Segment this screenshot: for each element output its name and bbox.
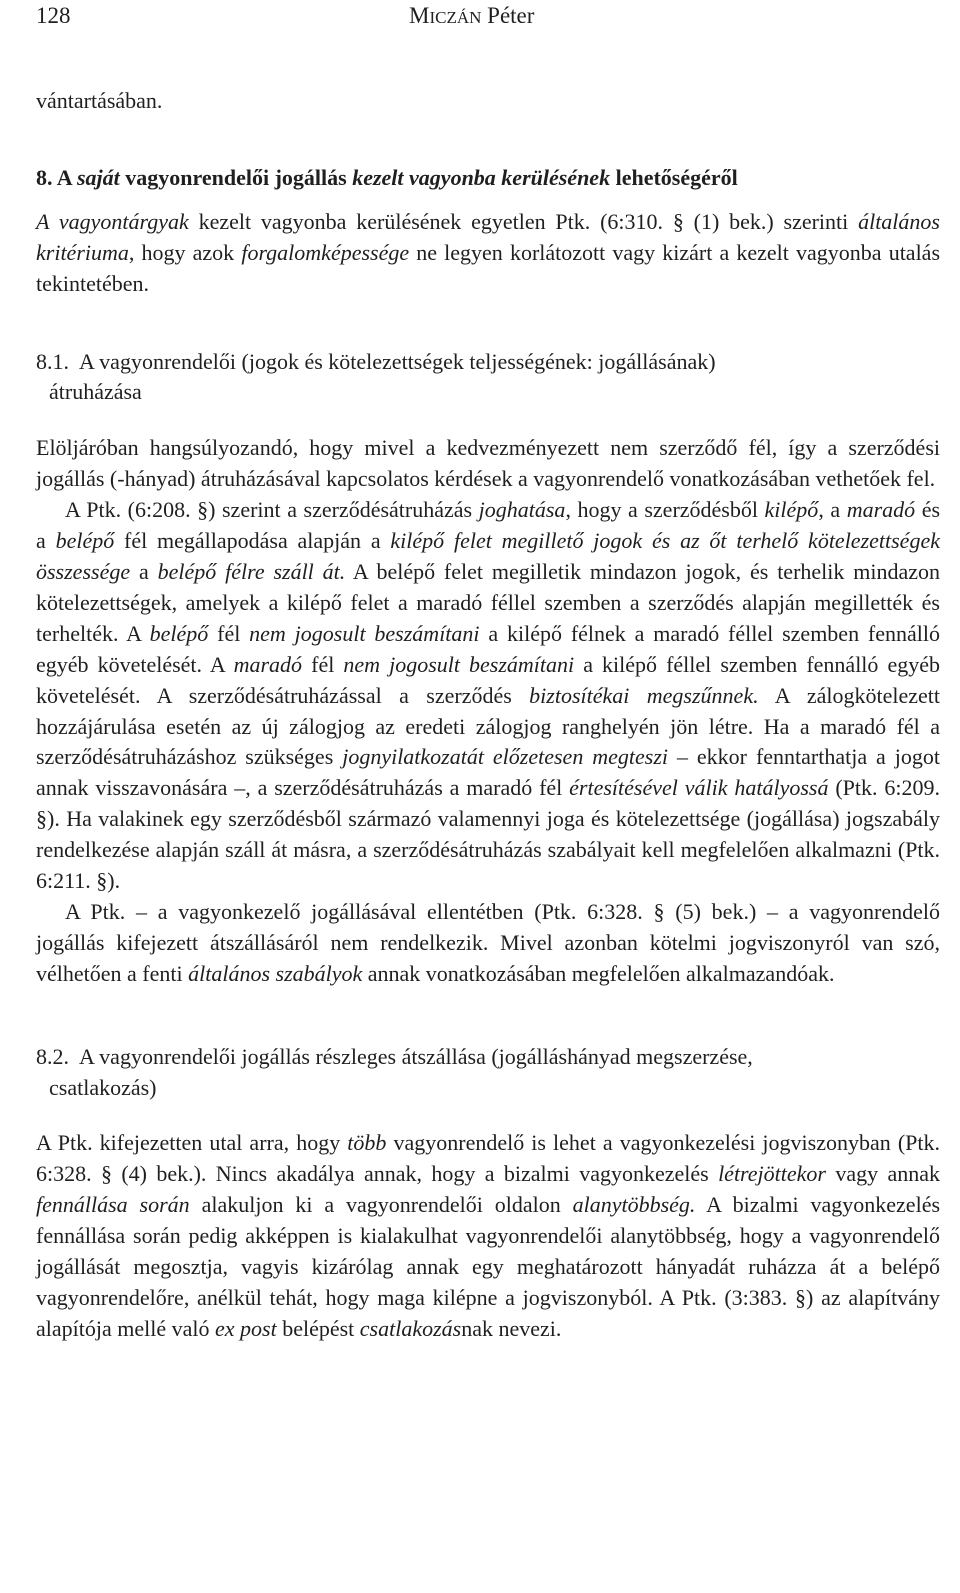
section-8-1-number: 8.1.: [36, 348, 69, 374]
section-8-heading-em1: saját: [76, 164, 120, 190]
p2-t4: és a: [36, 497, 941, 554]
p2-t9: a kilépő félnek a maradó féllel szemben fennálló egyéb követelését. A: [36, 620, 940, 677]
author-initial: M: [409, 3, 430, 28]
p2-t11: a kilépő féllel szemben fennálló egyéb követelését. A szerződésátruházással a szerződés: [36, 651, 940, 708]
p2-t10: fél: [302, 651, 344, 677]
section-8-heading-start: 8. A: [36, 164, 72, 190]
section-8-heading-mid: vagyonrendelői jogállás: [125, 164, 347, 190]
p2-t3: , a: [818, 497, 847, 523]
section-8-1-paragraph-1: Elöljáróban hangsúlyozandó, hogy mivel a kedvezményezett nem szerződő fél, így a szerződési jogállás (-hányad) átruházásával kapcsolatos kérdések a vagyonrendelő vonatkozásában vethetőek fel.: [36, 435, 940, 492]
s8-text-2: , hogy azok: [128, 239, 242, 265]
p3-t1: A Ptk. – a vagyonkezelő jogállásával ellentétben (Ptk. 6:328. § (5) bek.) – a vagyonrendelő jogállás kifejezett átszállásáról nem rendelkezik. Mivel azonban kötelmi jogviszonyról van szó, vélhetően a fenti: [36, 898, 940, 986]
p3-t2: annak vonatkozásában megfelelően alkalmazandóak.: [362, 960, 835, 986]
section-8-2-heading: [36, 1042, 940, 1104]
p2-e4: belépő: [55, 528, 115, 554]
s8-text-3: ne legyen korlátozott vagy kizárt a kezelt vagyonba utalás tekintetében.: [36, 239, 941, 296]
section-8-1-title-line2: átruházása: [49, 379, 142, 405]
s82-t1: A Ptk. kifejezetten utal arra, hogy: [36, 1130, 348, 1156]
s82-t6: belépést: [276, 1315, 360, 1341]
s82-t7: nak nevezi.: [461, 1315, 562, 1341]
s8-text-1: kezelt vagyonba kerülésének egyetlen Ptk. (6:310. § (1) bek.) szerinti: [188, 208, 859, 234]
p2-e5: kilépő felet megillető jogok és az őt terhelő kötelezettségek összessége: [36, 528, 940, 584]
s82-t4: alakuljon ki a vagyonrendelői oldalon: [189, 1192, 573, 1218]
section-8-heading-em2: kezelt vagyonba kerülésének: [352, 164, 611, 190]
page-body: [36, 86, 940, 1345]
p2-e7: belépő: [149, 620, 209, 646]
p2-e10: nem jogosult beszámítani: [343, 651, 575, 677]
p2-e1: joghatása: [478, 497, 566, 523]
p2-e2: kilépő: [764, 497, 819, 523]
running-head: [36, 0, 940, 32]
p2-t14: (Ptk. 6:209. §). Ha valakinek egy szerződésből származó valamennyi joga és kötelezettsége (jogállása) jogszabály rendelkezése alapján száll át másra, a szerződésátruházás szabályait kell megfelelően alkalmazni (Ptk. 6:211. §).: [36, 775, 940, 894]
s8-em-2: általános kritériuma: [36, 208, 940, 265]
s82-e1: több: [347, 1130, 387, 1156]
section-8-heading: [36, 163, 940, 194]
p2-e9: maradó: [233, 651, 303, 677]
p2-t7: A belépő felet megilletik mindazon jogok, és terhelik mindazon kötelezettségek, amelyek a kilépő felet a maradó féllel szemben a szerződés alapján megillették és terhelték. A: [36, 558, 940, 646]
p3-e1: általános szabályok: [188, 960, 363, 986]
s82-e4: alanytöbbség.: [572, 1192, 696, 1218]
s82-t2: vagyonrendelő is lehet a vagyonkezelési jogviszonyban (Ptk. 6:328. § (4) bek.). Nincs akadálya annak, hogy a bizalmi vagyonkezelés: [36, 1130, 940, 1187]
p2-t12: A zálogkötelezett hozzájárulása esetén az új zálogjog az eredeti zálogjog ranghelyén jön létre. Ha a maradó fél a szerződésátruházáshoz szükséges: [36, 682, 940, 770]
p2-t6: a: [130, 558, 158, 584]
section-8-1-paragraph-2: [36, 495, 940, 897]
p2-t8: fél: [208, 620, 250, 646]
section-8-2-title-line1: A vagyonrendelői jogállás részleges átszállása (jogálláshányad megszerzése,: [79, 1043, 753, 1069]
s8-em-1: A vagyontárgyak: [36, 208, 189, 234]
page-number: 128: [36, 3, 71, 28]
section-8-2-number: 8.2.: [36, 1043, 69, 1069]
p2-e11: biztosítékai megszűnnek.: [529, 682, 759, 708]
s8-em-3: forgalomképessége: [241, 239, 410, 265]
p2-e13: értesítésével válik hatályossá: [569, 775, 829, 801]
section-8-2-paragraph: [36, 1128, 940, 1344]
p2-e6: belépő félre száll át.: [157, 558, 346, 584]
section-8-1-title-line1: A vagyonrendelői (jogok és kötelezettségek teljességének: jogállásának): [79, 348, 716, 374]
author-surname-rest: ICZÁN: [429, 8, 482, 27]
section-8-1-paragraph-3: [36, 897, 940, 990]
p2-e3: maradó: [846, 497, 916, 523]
author-given-name: Péter: [487, 3, 535, 28]
section-8-2-title-line2: csatlakozás): [49, 1074, 157, 1100]
s82-e2: létrejöttekor: [718, 1161, 826, 1187]
p2-t2: , hogy a szerződésből: [565, 497, 765, 523]
p2-e12: jognyilatkozatát előzetesen megteszi: [342, 744, 669, 770]
p2-t13: – ekkor fenntarthatja a jogot annak visszavonására –, a szerződésátruházás a maradó fél: [36, 744, 940, 801]
p2-e8: nem jogosult beszámítani: [249, 620, 480, 646]
section-8-heading-end: lehetőségéről: [615, 164, 738, 190]
s82-t5: A bizalmi vagyonkezelés fennállása során pedig akképpen is kialakulhat vagyonrendelői alanytöbbség, hogy a vagyonrendelő jogállását megosztja, vagyis kizárólag annak egy meghatározott hányadát ruházza át a belépő vagyonrendelőre, anélkül tehát, hogy maga kilépne a jogviszonyból. A Ptk. (3:383. §) az alapítvány alapítója mellé való: [36, 1192, 941, 1341]
s82-e6: csatlakozás: [359, 1315, 462, 1341]
running-head-author: [409, 0, 534, 34]
s82-e3: fennállása során: [36, 1192, 190, 1218]
p2-t5: fél megállapodása alapján a: [114, 528, 391, 554]
section-8-1-heading: [36, 347, 940, 409]
section-8-paragraph: [36, 207, 940, 300]
p2-t1: A Ptk. (6:208. §) szerint a szerződésátruházás: [65, 497, 479, 523]
carry-over-text: vántartásában.: [36, 88, 163, 113]
s82-t3: vagy annak: [826, 1161, 941, 1187]
s82-e5: ex post: [215, 1315, 277, 1341]
